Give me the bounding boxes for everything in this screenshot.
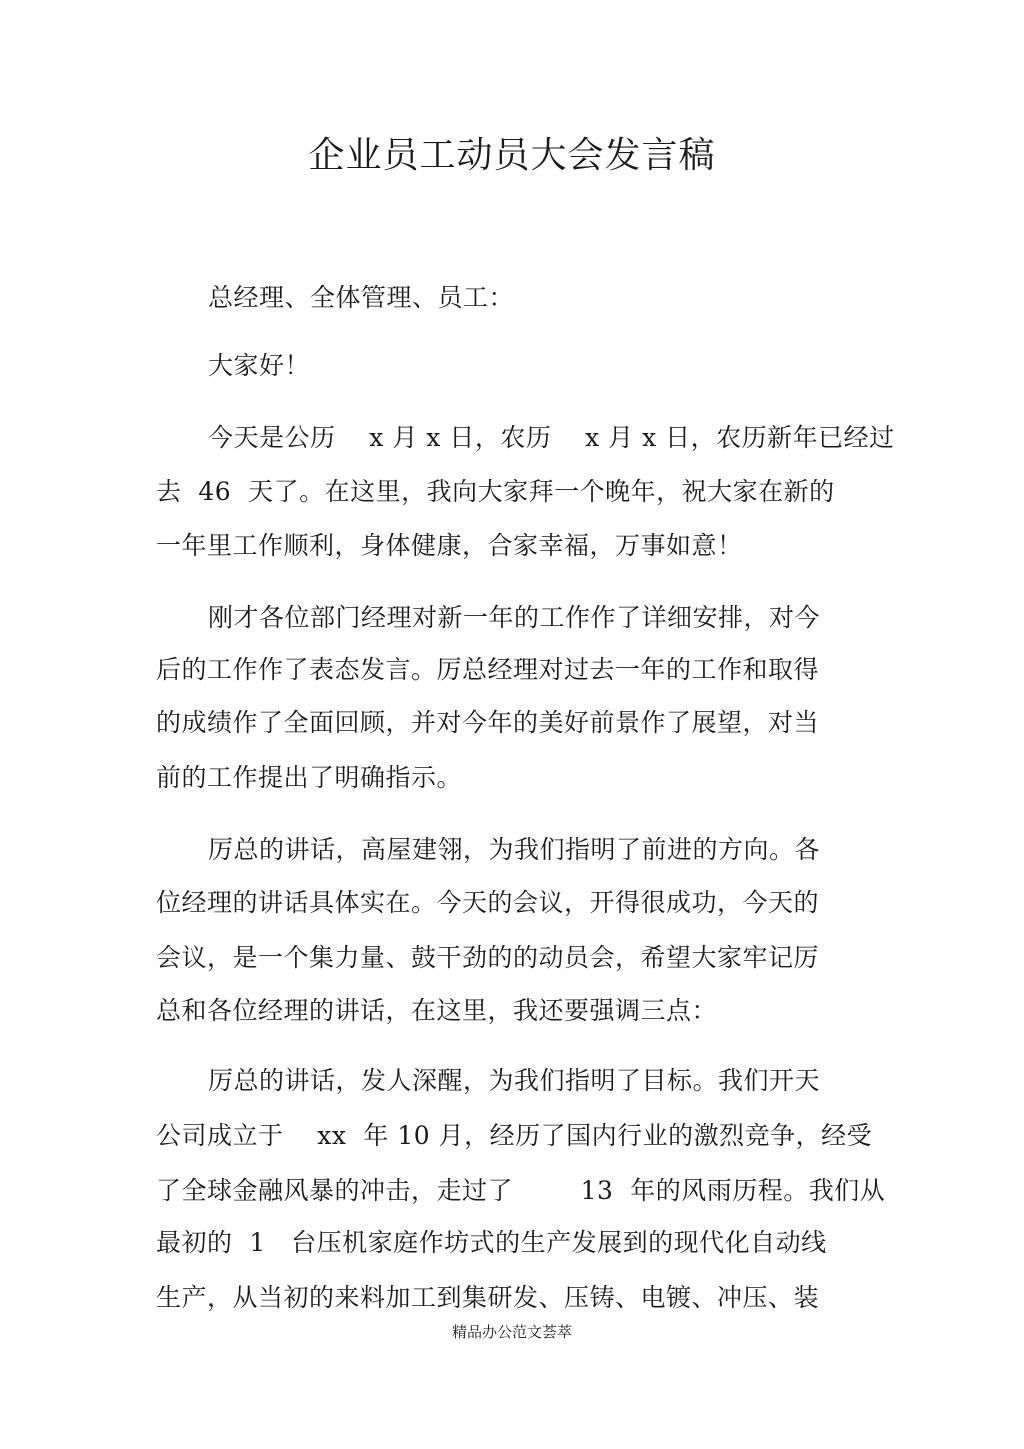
paragraph-4-line-1: 厉总的讲话，发人深醒，为我们指明了目标。我们开天: [208, 1066, 821, 1095]
paragraph-3-line-4: 总和各位经理的讲话，在这里，我还要强调三点：: [156, 996, 718, 1025]
paragraph-1-line-1: 今天是公历 x 月 x 日，农历 x 月 x 日，农历新年已经过: [208, 423, 895, 452]
paragraph-1-line-3: 一年里工作顺利，身体健康，合家幸福，万事如意！: [156, 531, 743, 560]
paragraph-2-line-3: 的成绩作了全面回顾，并对今年的美好前景作了展望，对当: [156, 708, 820, 737]
paragraph-2-line-4: 前的工作提出了明确指示。: [156, 763, 463, 792]
document-title: 企业员工动员大会发言稿: [308, 135, 716, 176]
paragraph-3-line-3: 会议，是一个集力量、鼓干劲的的动员会，希望大家牢记厉: [156, 943, 820, 972]
paragraph-4-line-5: 生产，从当初的来料加工到集研发、压铸、电镀、冲压、装: [156, 1283, 820, 1312]
paragraph-3-line-1: 厉总的讲话，高屋建翎，为我们指明了前进的方向。各: [208, 835, 821, 864]
paragraph-2-line-1: 刚才各位部门经理对新一年的工作作了详细安排，对今: [208, 603, 821, 632]
paragraph-4-line-3: 了全球金融风暴的冲击，走过了 13 年的风雨历程。我们从: [156, 1176, 886, 1205]
paragraph-2-line-2: 后的工作作了表态发言。厉总经理对过去一年的工作和取得: [156, 655, 820, 684]
paragraph-4-line-2: 公司成立于 xx 年 10 月，经历了国内行业的激烈竞争，经受: [156, 1121, 873, 1150]
paragraph-1-line-2: 去 46 天了。在这里，我向大家拜一个晚年，祝大家在新的: [156, 477, 835, 506]
paragraph-4-line-4: 最初的 1 台压机家庭作坊式的生产发展到的现代化自动线: [156, 1228, 827, 1257]
paragraph-3-line-2: 位经理的讲话具体实在。今天的会议，开得很成功，今天的: [156, 888, 820, 917]
greeting: 大家好！: [208, 351, 311, 380]
salutation: 总经理、全体管理、员工：: [208, 283, 515, 312]
page-footer: 精品办公范文荟萃: [451, 1323, 572, 1341]
